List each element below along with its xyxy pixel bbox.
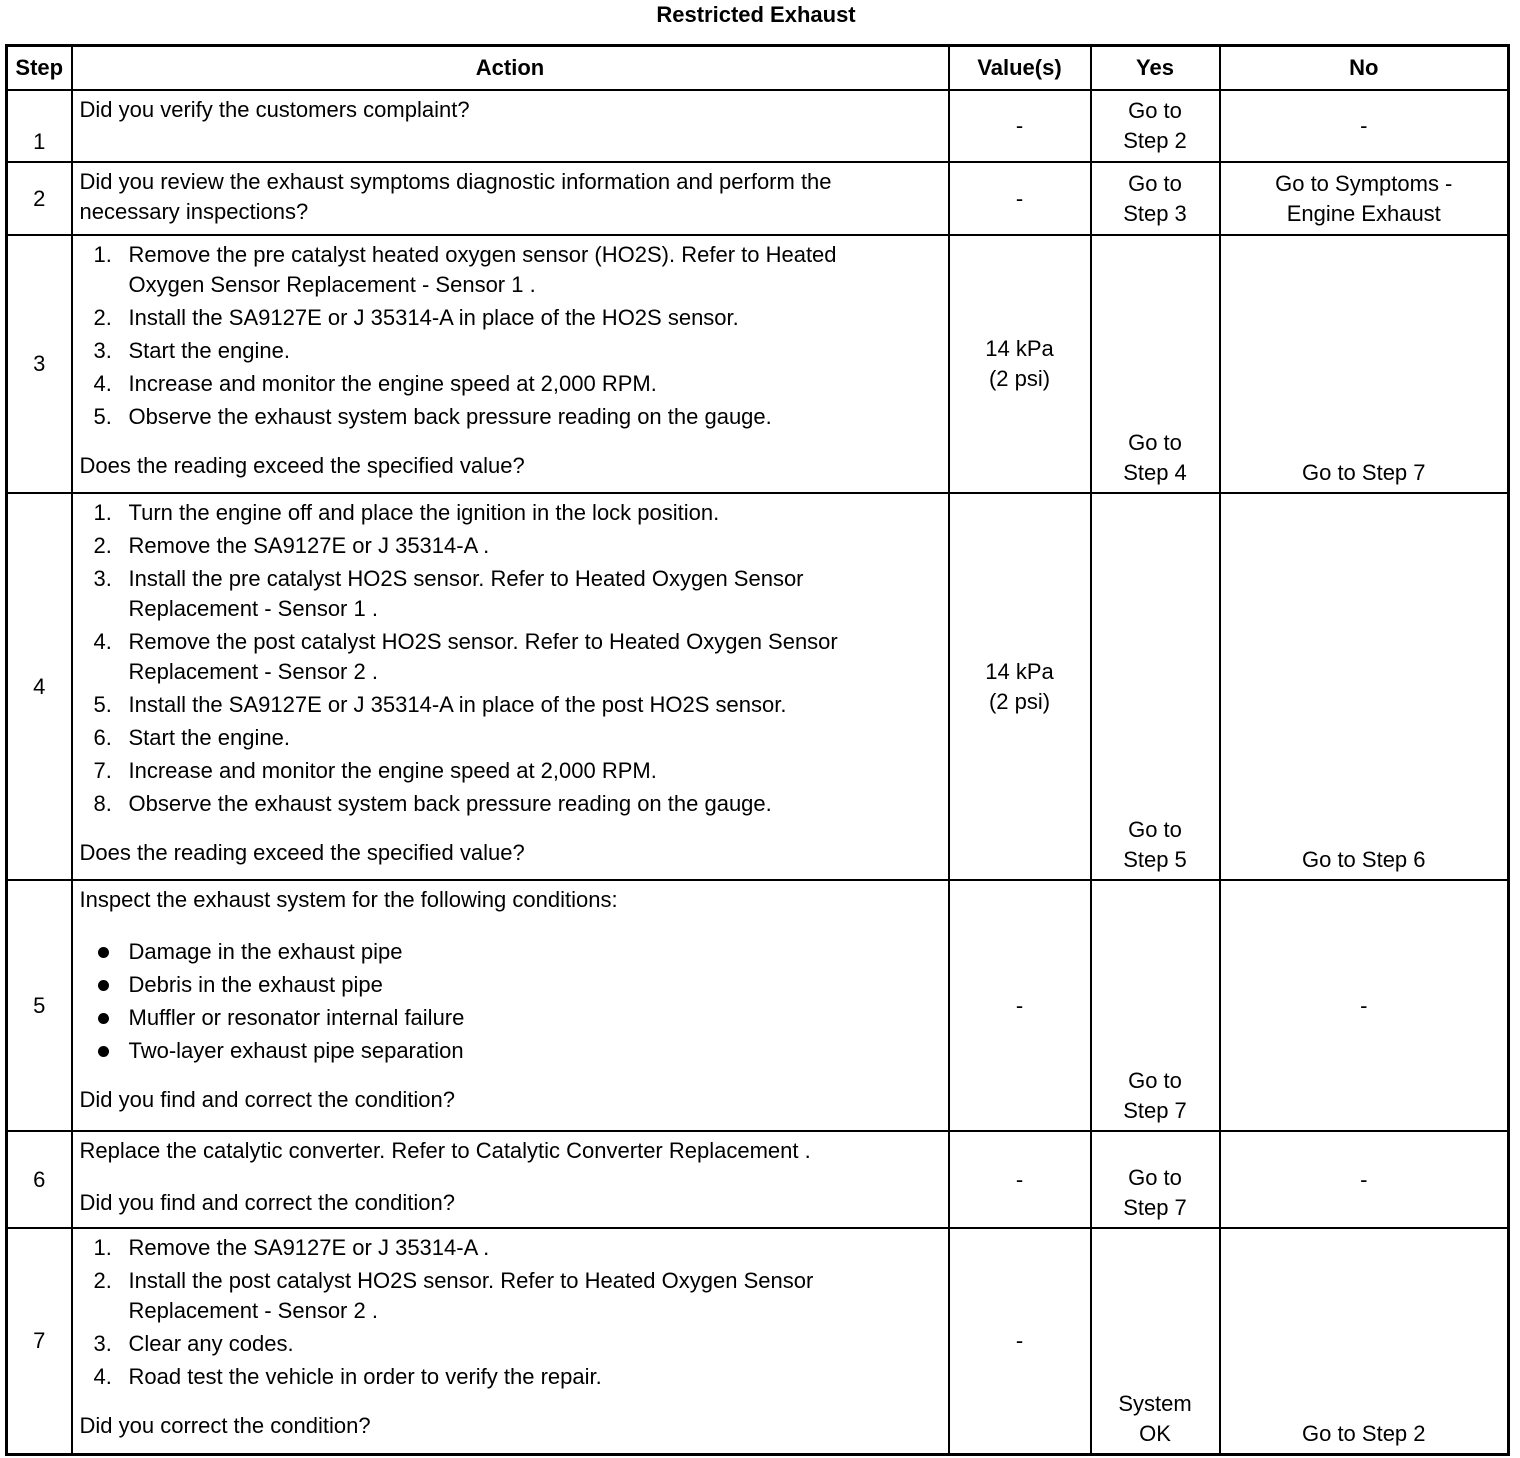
yes-cell <box>1091 162 1220 235</box>
action-question: Did you correct the condition? <box>79 1413 371 1438</box>
action-cell <box>72 235 949 493</box>
step-number: 2 <box>7 162 72 235</box>
spacer <box>80 915 942 937</box>
value-text: 14 kPa <box>985 336 1054 361</box>
action-question: Did you find and correct the condition? <box>79 1087 455 1112</box>
item-text: Remove the post catalyst HO2S sensor. Refer to Heated Oxygen Sensor <box>128 629 838 654</box>
value-text: 14 kPa <box>985 658 1054 684</box>
procedure-item <box>80 531 942 561</box>
step-number: 3 <box>7 235 72 493</box>
yes-text: Step 7 <box>1123 1195 1187 1220</box>
item-text: Increase and monitor the engine speed at 2,000 RPM. <box>128 758 657 783</box>
bullet-icon <box>98 1013 109 1024</box>
action-text: Did you review the exhaust symptoms diagnostic information and perform the <box>79 169 832 194</box>
procedure-list <box>80 498 942 819</box>
action-intro <box>80 95 942 125</box>
yes-text: Go to <box>1128 98 1182 123</box>
value-cell <box>949 493 1091 880</box>
value-text: - <box>1015 113 1024 138</box>
step-number: 6 <box>7 1131 72 1228</box>
yes-text: Go to <box>1128 170 1182 196</box>
action-question: Did you find and correct the condition? <box>79 1190 455 1215</box>
step-number: 7 <box>7 1228 72 1454</box>
value-cell <box>949 880 1091 1131</box>
action-text: Did you verify the customers complaint? <box>79 97 470 122</box>
value-text: - <box>1015 992 1024 1018</box>
item-text: Install the pre catalyst HO2S sensor. Refer to Heated Oxygen Sensor <box>128 566 804 591</box>
procedure-item <box>80 336 942 366</box>
action-cell <box>72 90 949 162</box>
step-number: 1 <box>7 90 72 162</box>
item-number: 5. <box>93 692 112 717</box>
bullet-item <box>80 937 942 967</box>
action-text: Inspect the exhaust system for the following conditions: <box>79 887 618 912</box>
value-text: - <box>1015 185 1024 211</box>
header-values: Value(s) <box>949 46 1091 91</box>
bullet-item <box>80 1003 942 1033</box>
item-text: Turn the engine off and place the ignition in the lock position. <box>128 500 720 525</box>
bullet-text: Muffler or resonator internal failure <box>128 1005 465 1030</box>
value-cell <box>949 1131 1091 1228</box>
item-number: 2. <box>93 305 112 330</box>
bullet-text: Debris in the exhaust pipe <box>128 972 383 997</box>
item-number: 6. <box>93 725 112 750</box>
item-text: Observe the exhaust system back pressure reading on the gauge. <box>128 791 772 816</box>
procedure-item <box>80 240 942 300</box>
action-text: necessary inspections? <box>79 199 309 224</box>
table-row <box>7 493 1509 880</box>
procedure-item <box>80 1362 942 1392</box>
yes-text: Step 2 <box>1123 128 1187 153</box>
yes-text: Go to <box>1128 1068 1182 1093</box>
yes-text: System <box>1118 1390 1192 1416</box>
yes-cell <box>1091 1228 1220 1454</box>
value-cell <box>949 1228 1091 1454</box>
procedure-item <box>80 402 942 432</box>
value-cell <box>949 235 1091 493</box>
item-text: Road test the vehicle in order to verify the repair. <box>128 1364 602 1389</box>
bullet-icon <box>98 947 109 958</box>
no-text: - <box>1360 992 1368 1018</box>
item-number: 3. <box>93 338 112 363</box>
header-yes: Yes <box>1091 46 1220 91</box>
procedure-list <box>80 240 942 432</box>
item-number: 1. <box>93 1235 112 1260</box>
bullet-list <box>80 937 942 1066</box>
action-text: Replace the catalytic converter. Refer to Catalytic Converter Replacement . <box>79 1138 811 1163</box>
no-text: Go to Symptoms - <box>1275 170 1453 196</box>
step-number: 4 <box>7 493 72 880</box>
item-text: Oxygen Sensor Replacement - Sensor 1 . <box>128 272 536 297</box>
yes-cell <box>1091 493 1220 880</box>
header-step: Step <box>7 46 72 91</box>
no-cell <box>1220 1131 1509 1228</box>
item-text: Increase and monitor the engine speed at 2,000 RPM. <box>128 371 657 396</box>
item-text: Install the SA9127E or J 35314-A in place of the post HO2S sensor. <box>128 692 787 717</box>
item-number: 5. <box>93 404 112 429</box>
item-number: 4. <box>93 371 112 396</box>
value-text: (2 psi) <box>988 366 1051 391</box>
no-cell <box>1220 235 1509 493</box>
table-row <box>7 880 1509 1131</box>
procedure-item <box>80 690 942 720</box>
no-cell <box>1220 90 1509 162</box>
item-text: Remove the pre catalyst heated oxygen sensor (HO2S). Refer to Heated <box>128 242 837 267</box>
item-text: Replacement - Sensor 2 . <box>128 659 378 684</box>
procedure-list <box>80 1233 942 1392</box>
no-text: Go to Step 7 <box>1301 460 1426 485</box>
item-number: 2. <box>93 1268 112 1293</box>
procedure-item <box>80 1233 942 1263</box>
procedure-item <box>80 564 942 624</box>
item-number: 8. <box>93 791 112 816</box>
no-text: - <box>1360 113 1368 138</box>
no-cell <box>1220 880 1509 1131</box>
item-text: Start the engine. <box>128 338 290 363</box>
item-number: 4. <box>93 629 112 654</box>
action-cell <box>72 162 949 235</box>
no-text: - <box>1360 1166 1368 1192</box>
item-number: 3. <box>93 1331 112 1356</box>
page-title: Restricted Exhaust <box>656 2 856 27</box>
item-number: 3. <box>93 566 112 591</box>
yes-cell <box>1091 90 1220 162</box>
action-intro <box>80 885 942 915</box>
item-text: Remove the SA9127E or J 35314-A . <box>128 1235 490 1260</box>
no-text: Engine Exhaust <box>1286 200 1441 226</box>
header-action: Action <box>72 46 949 91</box>
yes-cell <box>1091 1131 1220 1228</box>
no-text: Go to Step 2 <box>1301 1420 1426 1446</box>
no-cell <box>1220 1228 1509 1454</box>
step-number: 5 <box>7 880 72 1131</box>
bullet-icon <box>98 980 109 991</box>
item-number: 4. <box>93 1364 112 1389</box>
procedure-item <box>80 1266 942 1326</box>
action-intro <box>80 1136 942 1166</box>
item-text: Clear any codes. <box>128 1331 294 1356</box>
no-cell <box>1220 493 1509 880</box>
yes-text: Go to <box>1128 817 1182 842</box>
item-number: 1. <box>93 242 112 267</box>
procedure-item <box>80 723 942 753</box>
bullet-text: Two-layer exhaust pipe separation <box>128 1038 464 1063</box>
table-header-row <box>7 46 1509 91</box>
procedure-item <box>80 498 942 528</box>
value-text: - <box>1015 1166 1024 1192</box>
value-text: (2 psi) <box>988 688 1051 714</box>
yes-text: OK <box>1139 1420 1171 1446</box>
bullet-item <box>80 970 942 1000</box>
item-text: Replacement - Sensor 1 . <box>128 596 378 621</box>
procedure-item <box>80 789 942 819</box>
yes-text: Go to <box>1128 1165 1182 1190</box>
no-cell <box>1220 162 1509 235</box>
yes-cell <box>1091 235 1220 493</box>
item-text: Replacement - Sensor 2 . <box>128 1298 378 1323</box>
action-question: Does the reading exceed the specified value? <box>79 453 525 478</box>
procedure-item <box>80 627 942 687</box>
action-cell <box>72 1131 949 1228</box>
yes-text: Step 4 <box>1123 460 1187 485</box>
bullet-text: Damage in the exhaust pipe <box>128 939 403 964</box>
table-row <box>7 235 1509 493</box>
procedure-item <box>80 303 942 333</box>
item-text: Remove the SA9127E or J 35314-A . <box>128 533 490 558</box>
procedure-item <box>80 1329 942 1359</box>
yes-text: Step 7 <box>1123 1098 1187 1123</box>
item-text: Install the SA9127E or J 35314-A in place of the HO2S sensor. <box>128 305 739 330</box>
value-text: - <box>1015 1327 1024 1353</box>
bullet-icon <box>98 1046 109 1057</box>
yes-text: Step 3 <box>1123 200 1187 226</box>
table-row <box>7 1228 1509 1454</box>
diagnostic-table <box>5 44 1510 1456</box>
action-cell <box>72 880 949 1131</box>
action-cell <box>72 1228 949 1454</box>
procedure-item <box>80 756 942 786</box>
action-cell <box>72 493 949 880</box>
yes-text: Go to <box>1128 430 1182 455</box>
yes-cell <box>1091 880 1220 1131</box>
value-cell <box>949 90 1091 162</box>
item-text: Observe the exhaust system back pressure reading on the gauge. <box>128 404 772 429</box>
table-row <box>7 1131 1509 1228</box>
yes-text: Step 5 <box>1123 847 1187 872</box>
table-row <box>7 90 1509 162</box>
table-row <box>7 162 1509 235</box>
action-question: Does the reading exceed the specified value? <box>79 840 525 865</box>
bullet-item <box>80 1036 942 1066</box>
no-text: Go to Step 6 <box>1301 847 1426 872</box>
procedure-item <box>80 369 942 399</box>
item-text: Install the post catalyst HO2S sensor. Refer to Heated Oxygen Sensor <box>128 1268 814 1293</box>
item-number: 1. <box>93 500 112 525</box>
header-no: No <box>1220 46 1509 91</box>
action-intro <box>80 167 942 227</box>
item-number: 2. <box>93 533 112 558</box>
item-number: 7. <box>93 758 112 783</box>
value-cell <box>949 162 1091 235</box>
item-text: Start the engine. <box>128 725 290 750</box>
